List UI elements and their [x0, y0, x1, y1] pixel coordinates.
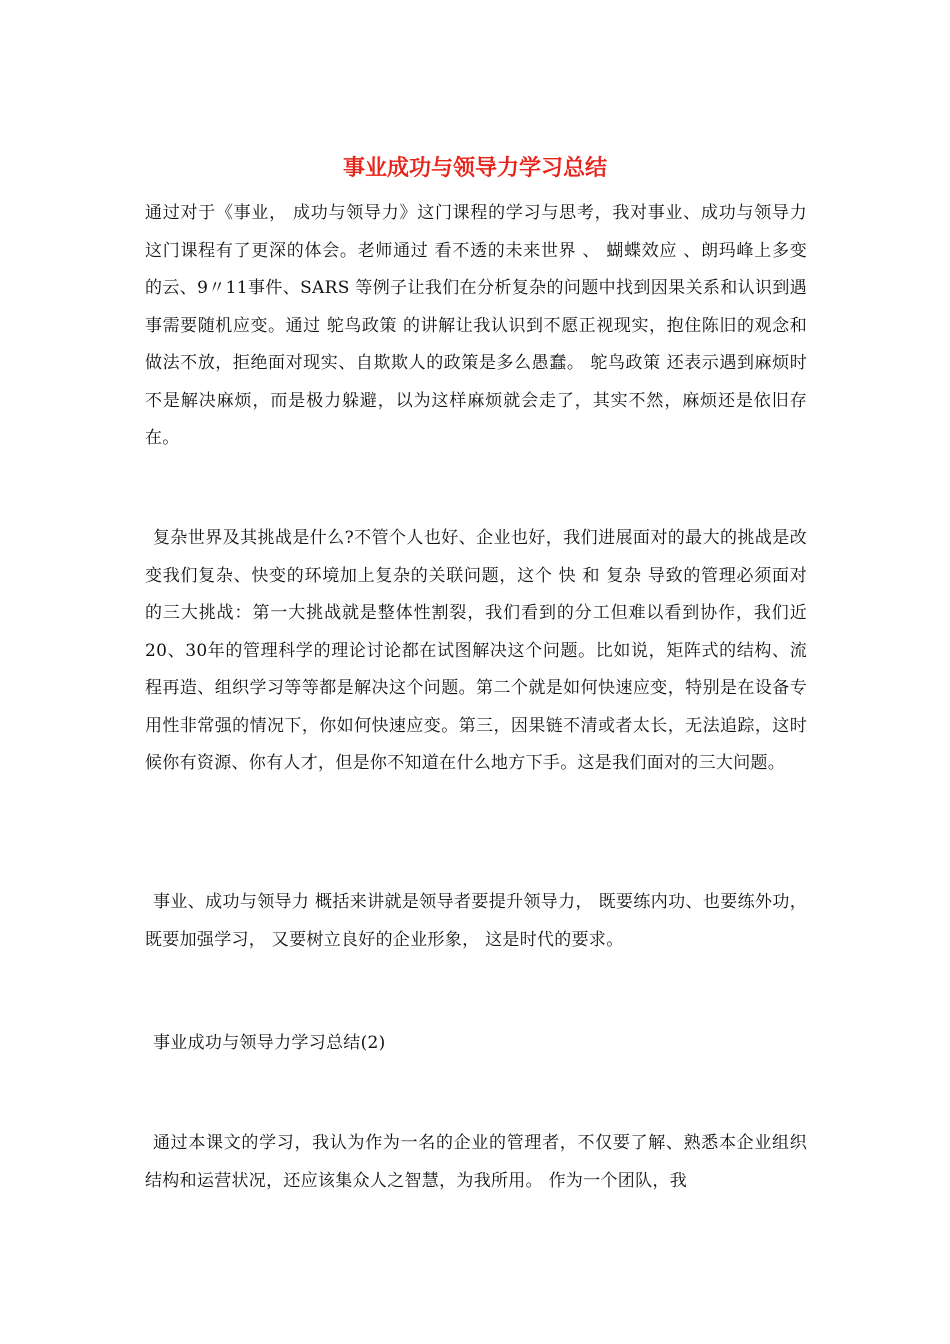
section-subtitle: 事业成功与领导力学习总结(2): [153, 1033, 386, 1053]
document-title: 事业成功与领导力学习总结: [342, 155, 607, 181]
paragraph-3: 事业、成功与领导力 概括来讲就是领导者要提升领导力， 既要练内功、也要练外功， 既要加强学习， 又要树立良好的企业形象， 这是时代的要求。: [145, 892, 807, 950]
paragraph-4: 通过本课文的学习，我认为作为一名的企业的管理者，不仅要了解、熟悉本企业组织结构和运营状况，还应该集众人之智慧，为我所用。 作为一个团队，我: [145, 1133, 807, 1191]
paragraph-2: 复杂世界及其挑战是什么?不管个人也好、企业也好，我们进展面对的最大的挑战是改变我们复杂、快变的环境加上复杂的关联问题，这个 快 和 复杂 导致的管理必须面对的三大挑战：第一大挑战就是整体性割裂，我们看到的分工但难以看到协作，我们近20、30年的管理科学的理论讨论都在试图解决这个问题。比如说，矩阵式的结构、流程再造、组织学习等等都是解决这个问题。第二个就是如何快速应变，特别是在设备专用性非常强的情况下，你如何快速应变。第三，因果链不清或者太长，无法追踪，这时候你有资源、你有人才，但是你不知道在什么地方下手。这是我们面对的三大问题。: [145, 528, 807, 773]
paragraph-1: 通过对于《事业， 成功与领导力》这门课程的学习与思考，我对事业、成功与领导力这门课程有了更深的体会。老师通过 看不透的未来世界 、 蝴蝶效应 、朗玛峰上多变的云、9〃11事件、SARS 等例子让我们在分析复杂的问题中找到因果关系和认识到遇事需要随机应变。通过 鸵鸟政策 的讲解让我认识到不愿正视现实，抱住陈旧的观念和做法不放，拒绝面对现实、自欺欺人的政策是多么愚蠢。 鸵鸟政策 还表示遇到麻烦时不是解决麻烦，而是极力躲避，以为这样麻烦就会走了，其实不然，麻烦还是依旧存在。: [145, 203, 807, 448]
